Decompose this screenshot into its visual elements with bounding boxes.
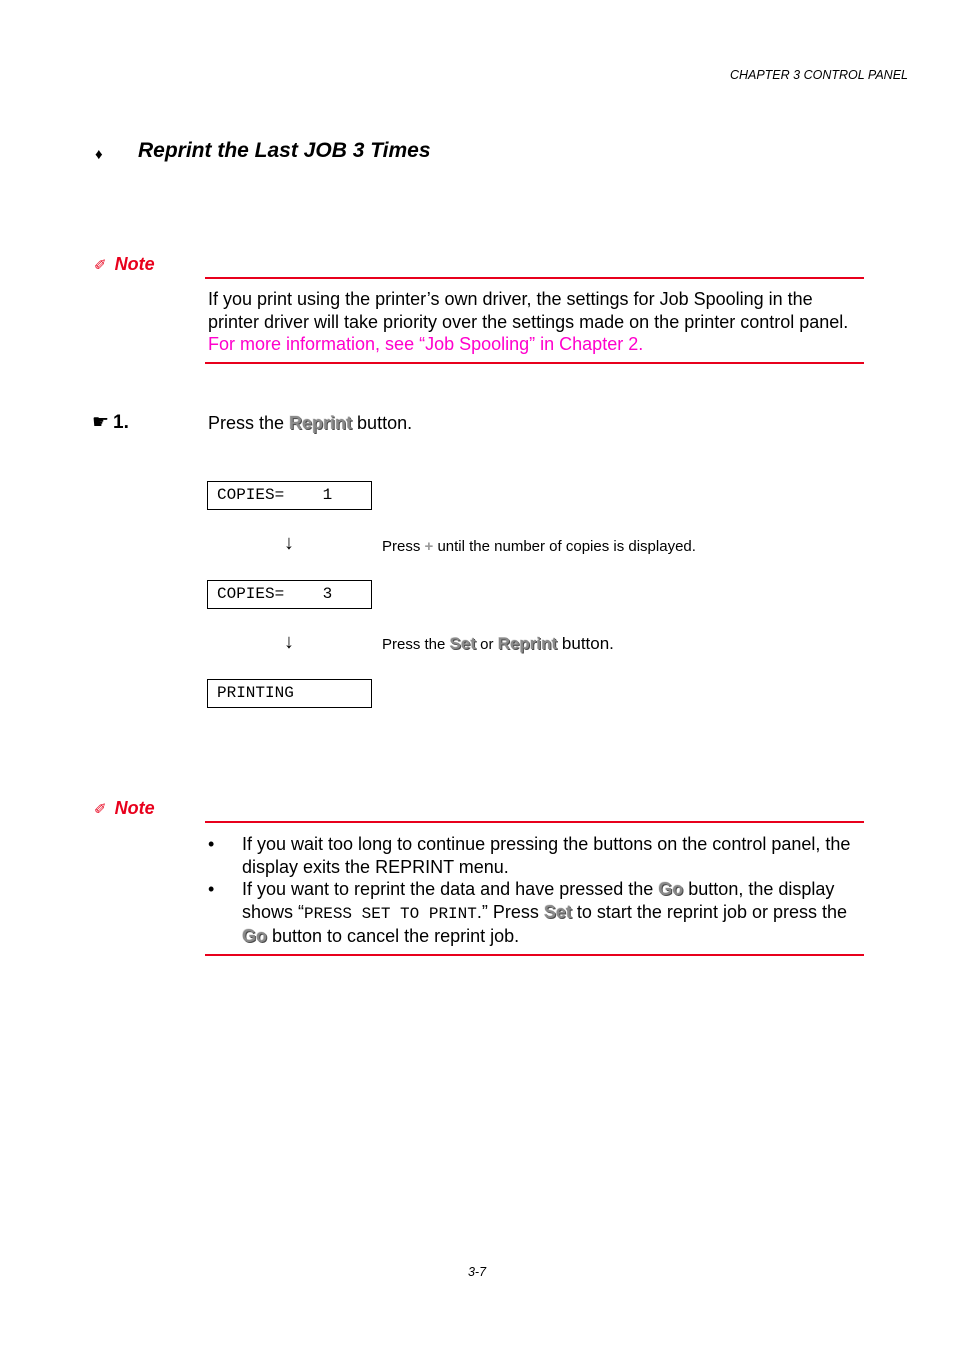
page-number: 3-7: [467, 1265, 487, 1279]
instruction-press-set-or-reprint: Press the Set or Reprint button.: [382, 634, 614, 653]
lcd-screen-printing: PRINTING: [207, 679, 372, 708]
note1-top-rule: [205, 277, 864, 279]
lcd-screen-copies-1: COPIES= 1: [207, 481, 372, 510]
reprint-button-label: Reprint: [497, 634, 558, 653]
note1-bottom-rule: [205, 362, 864, 364]
chapter-header: CHAPTER 3 CONTROL PANEL: [729, 68, 908, 82]
step1-marker: [92, 411, 129, 434]
note1-text: If you print using the printer’s own driver, the settings for Job Spooling in the printer driver will take priority over the settings made on the printer control panel.: [208, 289, 849, 332]
note2-list: [208, 833, 864, 948]
list-item: [208, 833, 864, 878]
note1-crossref-link[interactable]: For more information, see “Job Spooling” in Chapter 2.: [208, 334, 644, 354]
set-button-label: Set: [543, 901, 572, 922]
down-arrow-icon: ↓: [284, 532, 294, 554]
lcd-screen-copies-3: COPIES= 3: [207, 580, 372, 609]
instruction-press-plus: Press + until the number of copies is displayed.: [382, 538, 696, 555]
note2-bottom-rule: [205, 954, 864, 956]
go-button-label: Go: [242, 926, 267, 946]
note1-label-text: Note: [114, 254, 155, 274]
pencil-icon: ✐: [94, 257, 107, 274]
bullet-dot-icon: •: [208, 834, 215, 854]
reprint-button-label: Reprint: [289, 413, 353, 433]
section-title: Reprint the Last JOB 3 Times: [138, 139, 431, 162]
lcd-message-text: PRESS SET TO PRINT: [304, 904, 477, 923]
diamond-bullet-icon: ♦: [95, 146, 103, 163]
note2-label-text: Note: [114, 798, 155, 818]
note2-top-rule: [205, 821, 864, 823]
down-arrow-icon: ↓: [284, 631, 294, 653]
set-button-label: Set: [449, 634, 476, 653]
step1-text: Press the Reprint button.: [208, 413, 413, 433]
pencil-icon: ✐: [94, 801, 107, 818]
note2-item1-text: If you wait too long to continue pressing the buttons on the control panel, the display exits the REPRINT menu.: [242, 834, 851, 877]
step1-number: 1.: [113, 412, 129, 433]
list-item: • If you want to reprint the data and have pressed the Go button, the display shows “PRESS SET TO PRINT.” Press Set to start the reprint job or press the Go button to cancel the reprint job.: [208, 879, 848, 946]
bullet-dot-icon: •: [208, 879, 215, 899]
note1-body: [208, 288, 864, 356]
note2-label: [94, 798, 155, 819]
plus-button-label: +: [424, 538, 434, 555]
pointing-hand-icon: ☛: [92, 412, 110, 433]
note1-label: [94, 254, 155, 275]
go-button-label: Go: [658, 879, 684, 899]
